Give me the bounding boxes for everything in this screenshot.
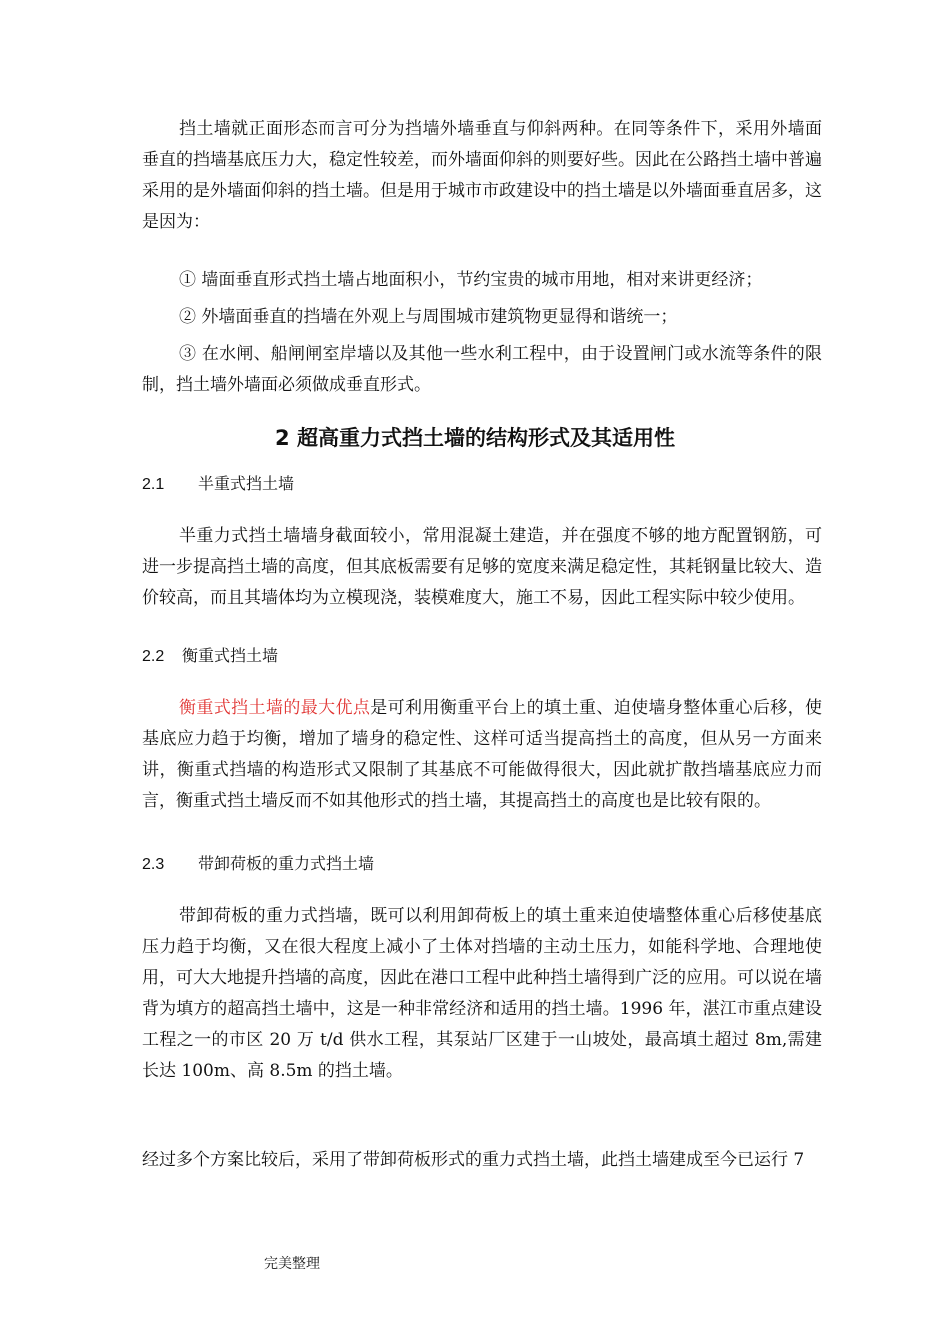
highlighted-phrase: 衡重式挡土墙的最大优点 xyxy=(179,698,371,718)
subsection-number: 2.3 xyxy=(142,856,165,873)
paragraph-body: 是可利用衡重平台上的填土重、迫使墙身整体重心后移，使基底应力趋于均衡，增加了墙身的稳定性、这样可适当提高挡土的高度，但从另一方面来讲，衡重式挡墙的构造形式又限制了其基底不可能做得很大，因此就扩散挡墙基底应力而言，衡重式挡土墙反而不如其他形式的挡土墙，其提高挡土的高度也是比较有限的。 xyxy=(142,698,823,811)
subsection-number: 2.1 xyxy=(142,476,165,493)
subsection-title: 带卸荷板的重力式挡土墙 xyxy=(198,854,375,873)
subsection-2-1-heading xyxy=(142,471,294,498)
subsection-2-3-text: 带卸荷板的重力式挡墙，既可以利用卸荷板上的填土重来迫使墙整体重心后移使基底压力趋于均衡，又在很大程度上减小了土体对挡墙的主动土压力，如能科学地、合理地使用，可大大地提升挡墙的高度，因此在港口工程中此种挡土墙得到广泛的应用。可以说在墙背为填方的超高挡土墙中，这是一种非常经济和适用的挡土墙。1996 年，湛江市重点建设工程之一的市区 20 万 t/d 供水工程，其泵站厂区建于一山坡处，最高填土超过 8m,需建长达 100m、高 8.5m 的挡土墙。 xyxy=(142,906,822,1081)
subsection-title: 衡重式挡土墙 xyxy=(182,646,279,665)
footer-text: 完美整理 xyxy=(264,1256,320,1272)
subsection-2-2-heading xyxy=(142,643,278,670)
subsection-2-3-heading xyxy=(142,851,374,878)
list-item-3: ③ 在水闸、船闸闸室岸墙以及其他一些水利工程中，由于设置闸门或水流等条件的限制，挡土墙外墙面必须做成垂直形式。 xyxy=(142,344,822,395)
list-item-1: ① 墙面垂直形式挡土墙占地面积小，节约宝贵的城市用地，相对来讲更经济； xyxy=(179,270,763,290)
subsection-2-2-text xyxy=(142,693,822,817)
subsection-title: 半重式挡土墙 xyxy=(198,474,295,493)
intro-paragraph: 挡土墙就正面形态而言可分为挡墙外墙垂直与仰斜两种。在同等条件下，采用外墙面垂直的挡墙基底压力大，稳定性较差，而外墙面仰斜的则要好些。因此在公路挡土墙中普遍采用的是外墙面仰斜的挡土墙。但是用于城市市政建设中的挡土墙是以外墙面垂直居多，这是因为： xyxy=(142,119,822,232)
list-item-2: ② 外墙面垂直的挡墙在外观上与周围城市建筑物更显得和谐统一； xyxy=(179,307,678,327)
continuation-paragraph: 经过多个方案比较后，采用了带卸荷板形式的重力式挡土墙，此挡土墙建成至今已运行 7 xyxy=(142,1150,805,1170)
subsection-2-1-text: 半重力式挡土墙墙身截面较小，常用混凝土建造，并在强度不够的地方配置钢筋，可进一步提高挡土墙的高度，但其底板需要有足够的宽度来满足稳定性，其耗钢量比较大、造价较高，而且其墙体均为立模现浇，装模难度大，施工不易，因此工程实际中较少使用。 xyxy=(142,526,822,608)
section-heading: 2 超高重力式挡土墙的结构形式及其适用性 xyxy=(275,426,675,450)
subsection-number: 2.2 xyxy=(142,648,165,665)
